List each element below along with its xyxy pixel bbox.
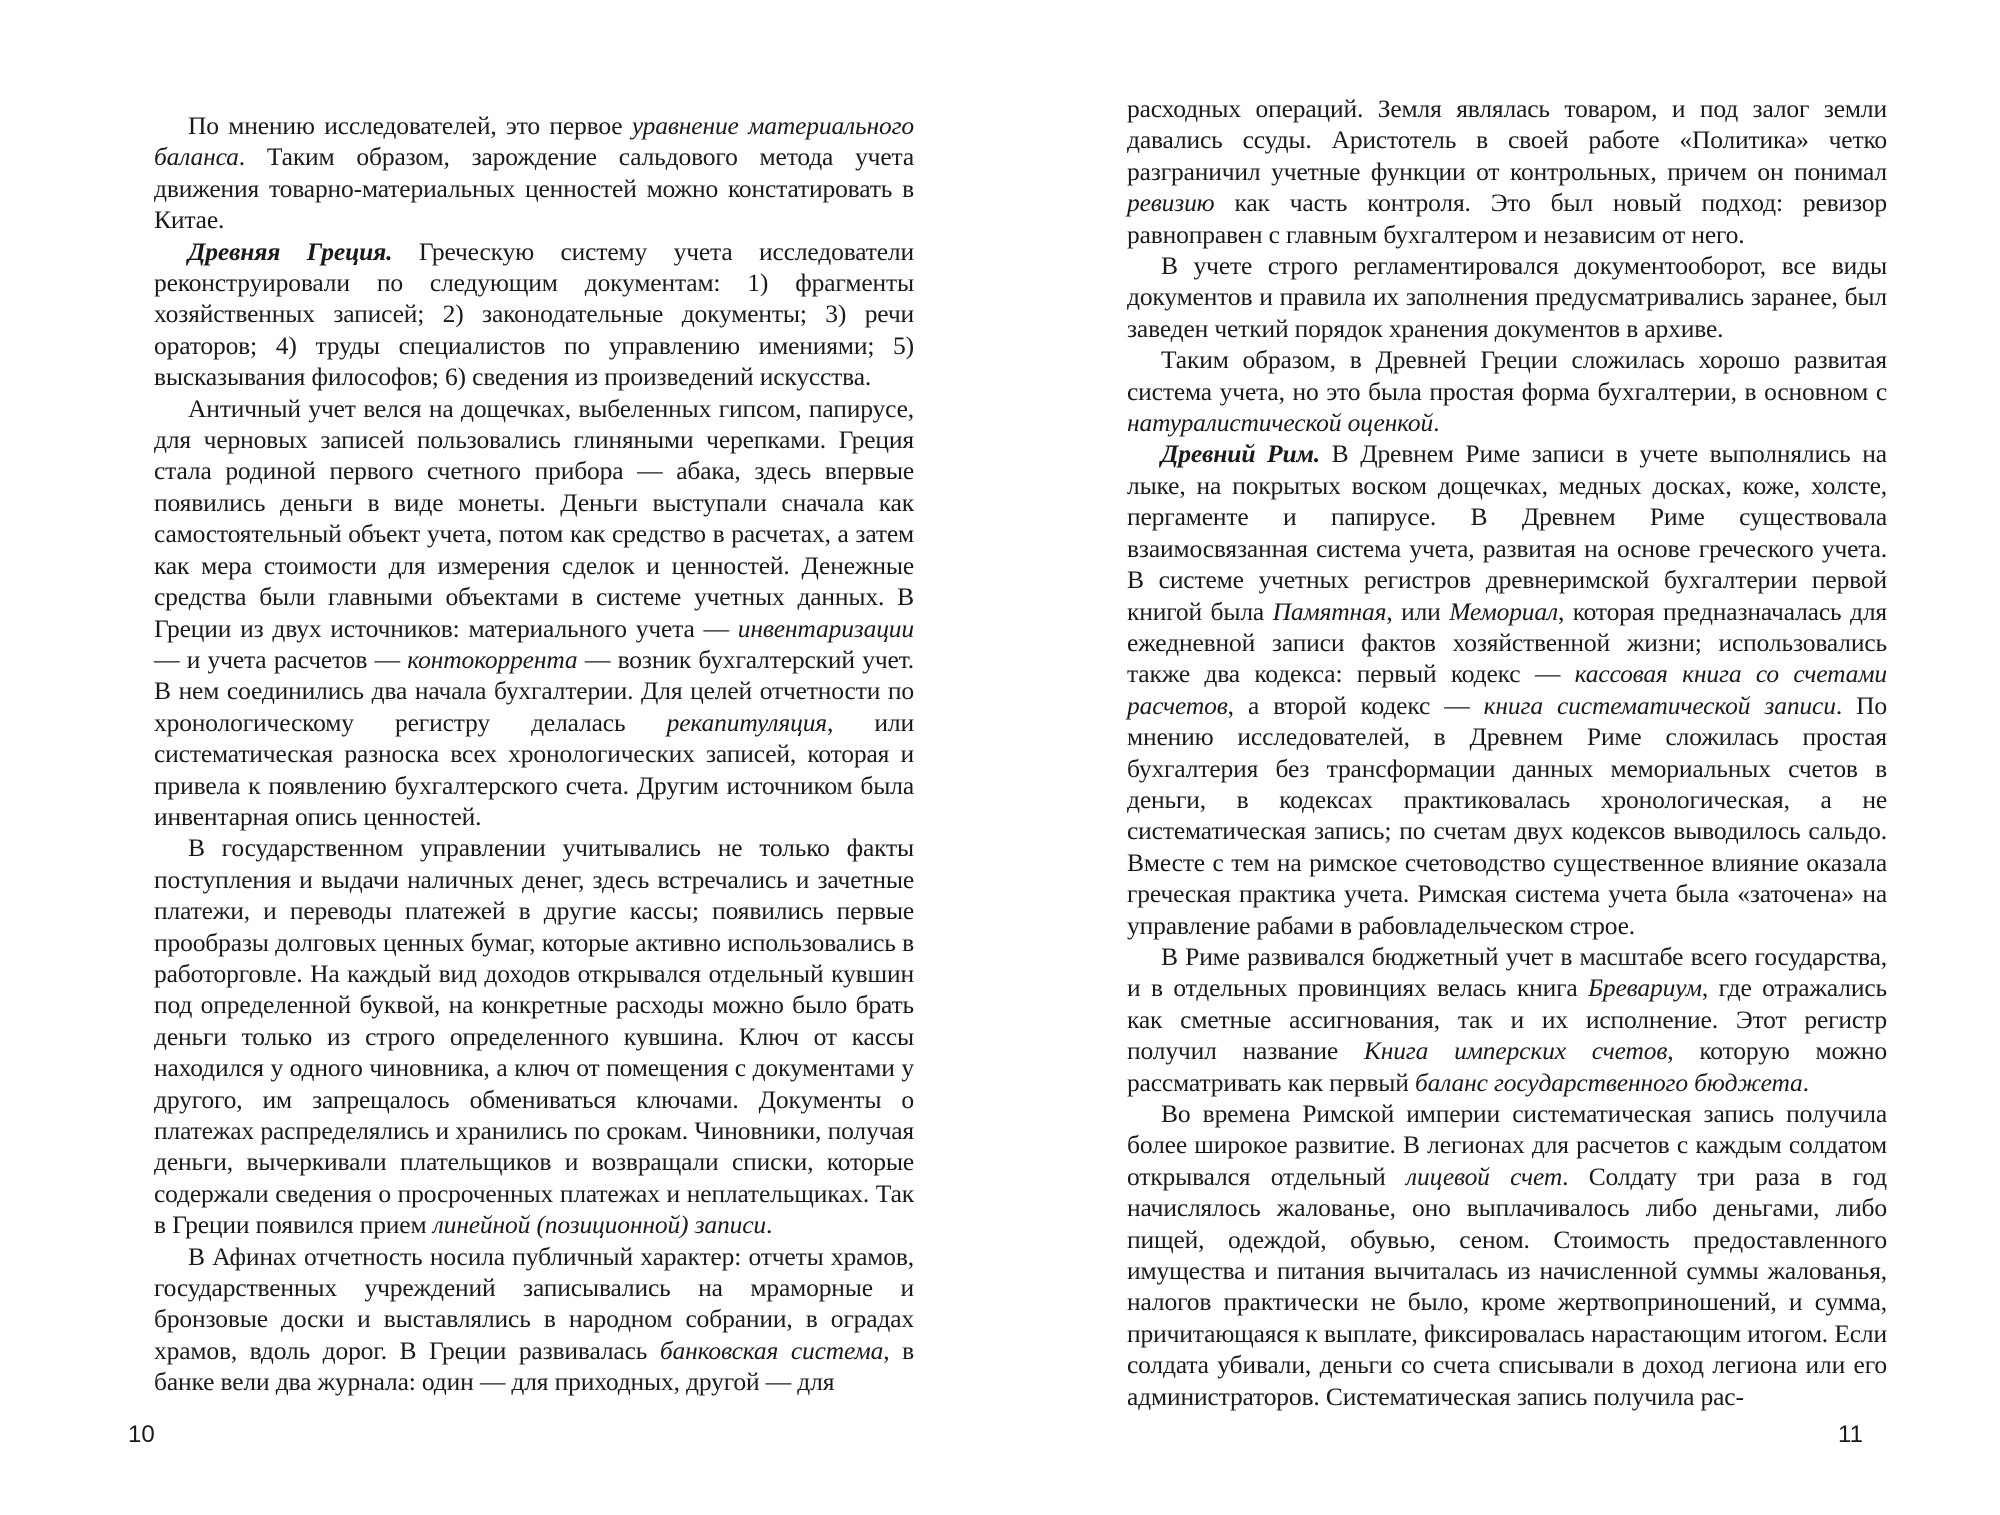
text-run: , или систематическая разноска всех хронологических записей, которая и привела к появлению бухгалтерского счета. Другим источником была инвентарная опись ценностей.: [154, 707, 914, 831]
term-emphasis: инвентаризации: [737, 613, 914, 643]
paragraph: [1127, 344, 1887, 438]
text-run: как часть контроля. Это был новый подход: ревизор равноправен с главным бухгалтером и независим от него.: [1127, 188, 1887, 249]
text-run: .: [766, 1210, 773, 1240]
text-run: В учете строго регламентировался документооборот, все виды документов и правила их заполнения предусматривались заранее, был заведен четкий порядок хранения документов в архиве.: [1127, 251, 1887, 343]
text-run: — и учета расчетов —: [154, 644, 408, 674]
section-heading: Древний Рим.: [1161, 439, 1321, 469]
text-run: . По мнению исследователей, в Древнем Риме сложилась простая бухгалтерия без трансформации данных мемориальных счетов в деньги, в кодексах практиковалась хронологическая, а не систематическая запись; по счетам двух кодексов выводилось сальдо. Вместе с тем на римское счетоводство существенное влияние оказала греческая практика учета. Римская система учета была «заточена» на управление рабами в рабовладельческом строе.: [1127, 690, 1887, 940]
term-emphasis: ревизию: [1127, 188, 1215, 218]
paragraph: [154, 1241, 914, 1398]
text-run: .: [1802, 1067, 1809, 1097]
text-run: , или: [1386, 596, 1450, 626]
text-run: , где отражались как сметные ассигнования, так и их исполнение. Этот регистр получил название: [1127, 973, 1888, 1066]
term-emphasis: книга систематической записи: [1483, 690, 1836, 720]
text-run: По мнению исследователей, это первое: [188, 111, 632, 140]
paragraph: [154, 832, 914, 1240]
term-emphasis: линейной (позиционной) записи: [432, 1210, 766, 1240]
text-run: , а второй кодекс —: [1227, 690, 1484, 720]
text-run: Таким образом, в Древней Греции сложилась хорошо развитая система учета, но это была простая форма бухгалтерии, в основном с: [1127, 345, 1887, 406]
term-emphasis: лицевой счет: [1406, 1161, 1563, 1191]
term-emphasis: Мемориал: [1449, 596, 1558, 626]
term-emphasis: контокоррента: [407, 644, 578, 674]
paragraph: [1127, 1098, 1887, 1412]
right-page: [1127, 93, 1887, 1412]
paragraph: [1127, 438, 1887, 941]
right-page-number: 11: [1838, 1421, 1863, 1448]
paragraph: [154, 393, 914, 833]
left-page-number: 10: [128, 1421, 155, 1448]
term-emphasis: натуралистической оценкой: [1127, 408, 1434, 438]
text-run: . Солдату три раза в год начислялось жалованье, оно выплачивалось либо деньгами, либо пищей, одеждой, обувью, сеном. Стоимость предоставленного имущества и питания вычиталась из начисленной суммы жалованья, налогов практически не было, кроме жертвоприношений, и сумма, причитающаяся к выплате, фиксировалась нарастающим итогом. Если солдата убивали, деньги со счета списывали в доход легиона или его администраторов. Систематическая запись получила рас-: [1127, 1161, 1887, 1411]
paragraph: [154, 110, 914, 236]
paragraph: [1127, 93, 1887, 250]
paragraph: [1127, 250, 1887, 344]
text-run: , которая предназначалась для ежедневной записи фактов хозяйственной жизни; использовались также два кодекса: первый кодекс —: [1127, 596, 1887, 689]
text-run: расходных операций. Земля являлась товаром, и под залог земли давались ссуды. Аристотель в своей работе «Политика» четко разграничил учетные функции от контрольных, причем он понимал: [1127, 94, 1887, 186]
text-run: В Риме развивался бюджетный учет в масштабе всего государства, и в отдельных провинциях велась книга: [1127, 941, 1887, 1003]
text-run: В государственном управлении учитывались не только факты поступления и выдачи наличных денег, здесь встречались и зачетные платежи, и переводы платежей в другие кассы; появились первые прообразы долговых ценных бумаг, которые активно использовались в работорговле. На каждый вид доходов открывался отдельный кувшин под определенной буквой, на конкретные расходы можно было брать деньги только из строго определенного кувшина. Ключ от кассы находился у одного чиновника, а ключ от помещения с документами у другого, им запрещалось обмениваться ключами. Документы о платежах распределялись и хранились по срокам. Чиновники, получая деньги, вычеркивали плательщиков и возвращали списки, которые содержали сведения о просроченных платежах и неплательщиках. Так в Греции появился прием: [154, 833, 914, 1240]
text-run: Античный учет велся на дощечках, выбеленных гипсом, папирусе, для черновых записей пользовались глиняными черепками. Греция стала родиной первого счетного прибора — абака, здесь впервые появились деньги в виде монеты. Деньги выступали сначала как самостоятельный объект учета, потом как средство в расчетах, а затем как мера стоимости для измерения сделок и ценностей. Денежные средства были главными объектами в системе учетных данных. В Греции из двух источников: материального учета —: [154, 393, 914, 643]
term-emphasis: Бревариум: [1588, 973, 1702, 1003]
text-run: . Таким образом, зарождение сальдового метода учета движения товарно-материальных ценностей можно констатировать в Китае.: [154, 142, 914, 235]
term-emphasis: Книга имперских счетов: [1363, 1036, 1668, 1066]
paragraph: [1127, 941, 1887, 1098]
term-emphasis: Памятная: [1272, 596, 1387, 626]
text-run: , которую можно рассматривать как первый: [1127, 1036, 1887, 1097]
left-page: [154, 110, 914, 1398]
section-heading: Древняя Греция.: [188, 236, 393, 266]
term-emphasis: банковская система: [659, 1335, 884, 1365]
text-run: В Афинах отчетность носила публичный характер: отчеты храмов, государственных учреждений записывались на мраморные и бронзовые доски и выставлялись в народном собрании, в оградах храмов, вдоль дорог. В Греции развивалась: [154, 1241, 914, 1365]
paragraph: [154, 236, 914, 393]
term-emphasis: уравнение материального баланса: [154, 111, 914, 172]
term-emphasis: рекапитуляция: [666, 707, 828, 737]
text-run: — возник бухгалтерский учет. В нем соединились два начала бухгалтерии. Для целей отчетности по хронологическому регистру делалась: [154, 644, 914, 737]
term-emphasis: кассовая книга со счетами расчетов: [1127, 659, 1887, 720]
text-run: Греческую систему учета исследователи реконструировали по следующим документам: 1) фрагменты хозяйственных записей; 2) законодательные документы; 3) речи ораторов; 4) труды специалистов по управлению имениями; 5) высказывания философов; 6) сведения из произведений искусства.: [154, 236, 914, 392]
text-run: , в банке вели два журнала: один — для приходных, другой — для: [154, 1335, 914, 1397]
text-run: В Древнем Риме записи в учете выполнялись на лыке, на покрытых воском дощечках, медных досках, коже, холсте, пергаменте и папирусе. В Древнем Риме существовала взаимосвязанная система учета, развитая на основе греческого учета. В системе учетных регистров древнеримской бухгалтерии первой книгой была: [1127, 439, 1887, 626]
text-run: .: [1433, 408, 1440, 438]
text-run: Во времена Римской империи систематическая запись получила более широкое развитие. В легионах для расчетов с каждым солдатом открывался отдельный: [1127, 1099, 1887, 1191]
term-emphasis: баланс государственного бюджета: [1414, 1067, 1803, 1097]
